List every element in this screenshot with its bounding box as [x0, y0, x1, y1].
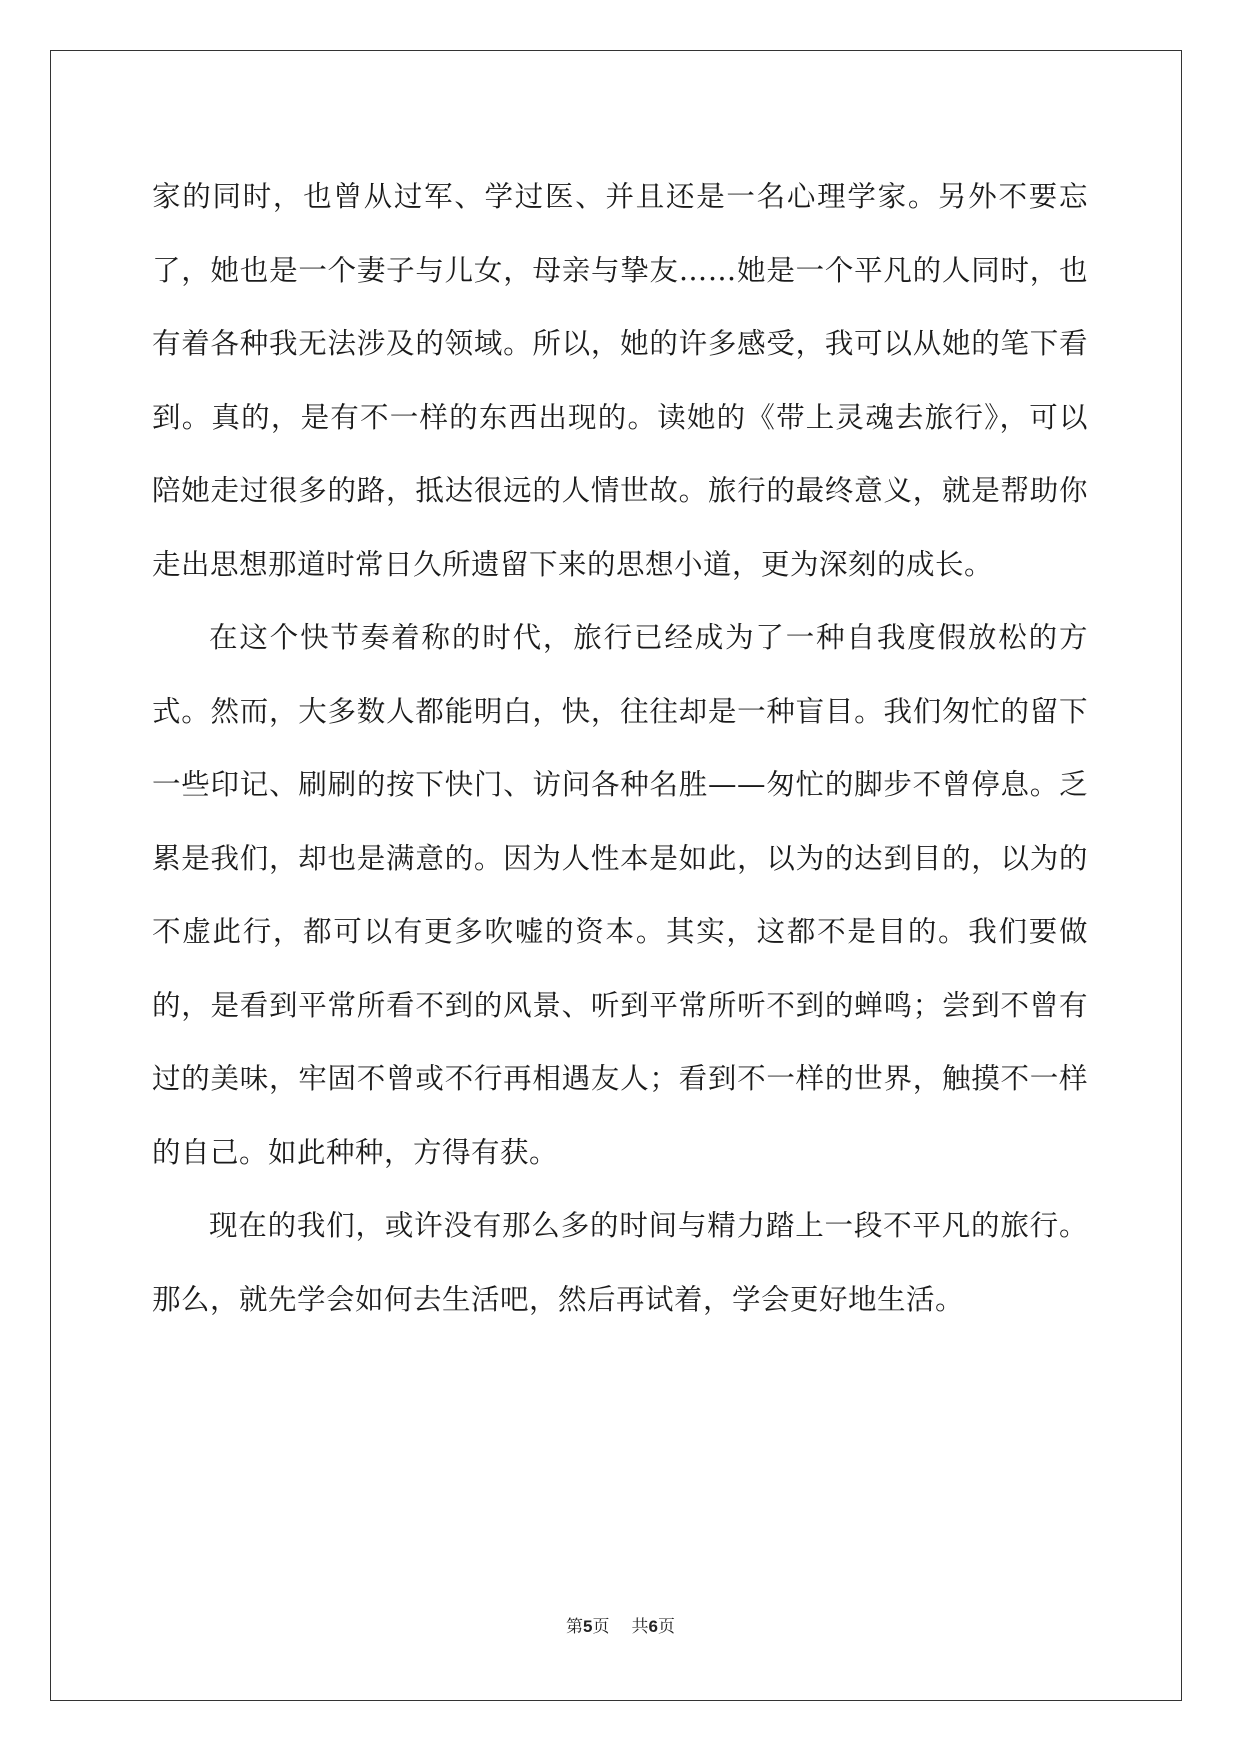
paragraph-2: 在这个快节奏着称的时代，旅行已经成为了一种自我度假放松的方式。然而，大多数人都能明白，快，往往却是一种盲目。我们匆忙的留下一些印记、刷刷的按下快门、访问各种名胜——匆忙的脚步不曾停息。乏累是我们，却也是满意的。因为人性本是如此，以为的达到目的，以为的不虚此行，都可以有更多吹嘘的资本。其实，这都不是目的。我们要做的，是看到平常所看不到的风景、听到平常所听不到的蝉鸣；尝到不曾有过的美味，牢固不曾或不行再相遇友人；看到不一样的世界，触摸不一样的自己。如此种种，方得有获。 [152, 621, 1088, 1169]
paragraph-3: 现在的我们，或许没有那么多的时间与精力踏上一段不平凡的旅行。那么，就先学会如何去生活吧，然后再试着，学会更好地生活。 [152, 1209, 1088, 1316]
page-footer [0, 1612, 1241, 1637]
page-number-label: 第5页 [566, 1617, 610, 1637]
total-pages-label: 共6页 [631, 1617, 675, 1637]
paragraph-1: 家的同时，也曾从过军、学过医、并且还是一名心理学家。另外不要忘了，她也是一个妻子与儿女，母亲与挚友……她是一个平凡的人同时，也有着各种我无法涉及的领域。所以，她的许多感受，我可以从她的笔下看到。真的，是有不一样的东西出现的。读她的《带上灵魂去旅行》，可以陪她走过很多的路，抵达很远的人情世故。旅行的最终意义，就是帮助你走出思想那道时常日久所遗留下来的思想小道，更为深刻的成长。 [152, 180, 1088, 581]
document-body [152, 160, 1088, 1336]
